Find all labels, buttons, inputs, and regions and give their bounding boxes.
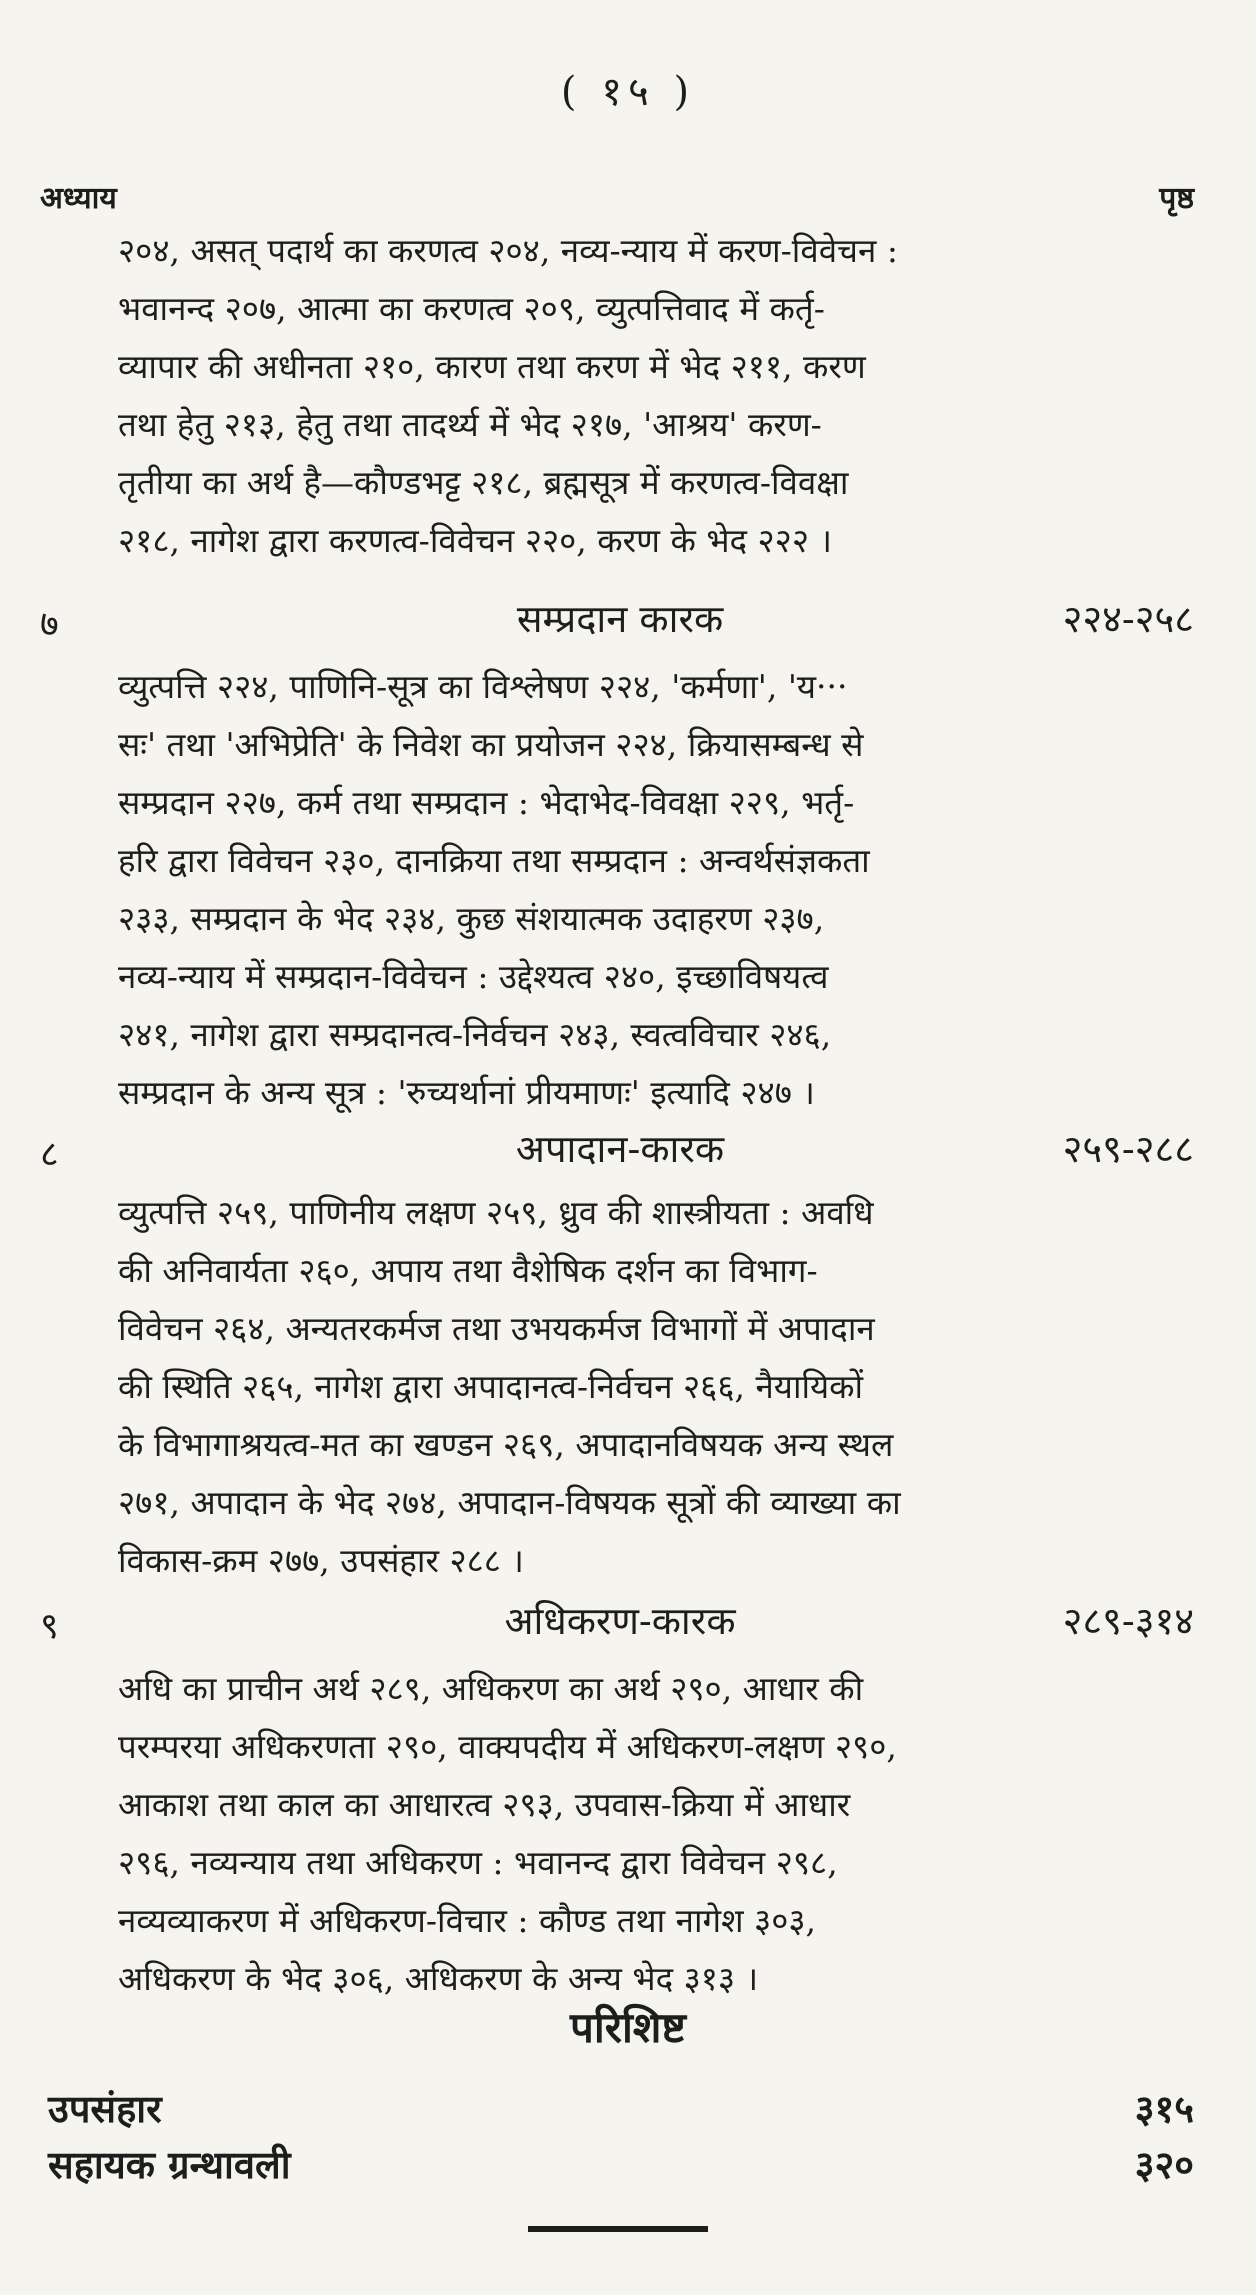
text-line: विवेचन २६४, अन्यतरकर्मज तथा उभयकर्मज विभागों में अपादान <box>118 1309 875 1348</box>
text-line: तृतीया का अर्थ है—कौण्डभट्ट २१८, ब्रह्मसूत्र में करणत्व-विवक्षा <box>118 463 849 502</box>
chapter-page-range: २५९-२८८ <box>1062 1127 1194 1171</box>
text-line: २४१, नागेश द्वारा सम्प्रदानत्व-निर्वचन २४३, स्वत्वविचार २४६, <box>118 1015 832 1054</box>
chapter-paragraph <box>118 1660 1128 2008</box>
appendix-item-label: उपसंहार <box>48 2086 162 2131</box>
chapter-number: ९ <box>40 1606 59 1647</box>
text-line: २०४, असत् पदार्थ का करणत्व २०४, नव्य-न्याय में करण-विवेचन : <box>118 231 898 270</box>
chapter-title: सम्प्रदान कारक <box>516 597 724 641</box>
continuation-paragraph <box>118 222 1128 570</box>
text-line: के विभागाश्रयत्व-मत का खण्डन २६९, अपादानविषयक अन्य स्थल <box>118 1425 894 1464</box>
text-line: सम्प्रदान के अन्य सूत्र : 'रुच्यर्थानां प्रीयमाणः' इत्यादि २४७ । <box>118 1073 815 1112</box>
appendix-item-page: ३१५ <box>1134 2086 1194 2131</box>
text-line: सम्प्रदान २२७, कर्म तथा सम्प्रदान : भेदाभेद-विवक्षा २२९, भर्तृ- <box>118 783 855 822</box>
text-line: भवानन्द २०७, आत्मा का करणत्व २०९, व्युत्पत्तिवाद में कर्तृ- <box>118 289 825 328</box>
text-line: हरि द्वारा विवेचन २३०, दानक्रिया तथा सम्प्रदान : अन्वर्थसंज्ञकता <box>118 841 870 880</box>
text-line: सः' तथा 'अभिप्रेति' के निवेश का प्रयोजन २२४, क्रियासम्बन्ध से <box>118 725 864 764</box>
appendix-item-page: ३२० <box>1134 2142 1194 2187</box>
footer-divider <box>528 2226 708 2232</box>
chapter-page-range: २२४-२५८ <box>1062 597 1194 641</box>
column-header-page: पृष्ठ <box>1159 181 1194 216</box>
text-line: की अनिवार्यता २६०, अपाय तथा वैशेषिक दर्शन का विभाग- <box>118 1251 818 1290</box>
text-line: अधि का प्राचीन अर्थ २८९, अधिकरण का अर्थ २९०, आधार की <box>118 1669 864 1708</box>
text-line: २३३, सम्प्रदान के भेद २३४, कुछ संशयात्मक उदाहरण २३७, <box>118 899 825 938</box>
column-header-chapter: अध्याय <box>40 181 117 216</box>
text-line: अधिकरण के भेद ३०६, अधिकरण के अन्य भेद ३१३ । <box>118 1959 759 1998</box>
chapter-page-range: २८९-३१४ <box>1062 1599 1194 1643</box>
text-line: २१८, नागेश द्वारा करणत्व-विवेचन २२०, करण के भेद २२२ । <box>118 521 833 560</box>
text-line: व्युत्पत्ति २५९, पाणिनीय लक्षण २५९, ध्रुव की शास्त्रीयता : अवधि <box>118 1193 874 1232</box>
text-line: व्यापार की अधीनता २१०, कारण तथा करण में भेद २११, करण <box>118 347 866 386</box>
text-line: नव्य-न्याय में सम्प्रदान-विवेचन : उद्देश्यत्व २४०, इच्छाविषयत्व <box>118 957 829 996</box>
page-number: ( १५ ) <box>560 69 696 115</box>
chapter-number: ८ <box>40 1134 59 1175</box>
chapter-title: अधिकरण-कारक <box>504 1599 736 1643</box>
text-line: की स्थिति २६५, नागेश द्वारा अपादानत्व-निर्वचन २६६, नैयायिकों <box>118 1367 864 1406</box>
text-line: तथा हेतु २१३, हेतु तथा तादर्थ्य में भेद २१७, 'आश्रय' करण- <box>118 405 822 444</box>
text-line: नव्यव्याकरण में अधिकरण-विचार : कौण्ड तथा नागेश ३०३, <box>118 1901 817 1940</box>
chapter-paragraph <box>118 658 1128 1122</box>
text-line: २९६, नव्यन्याय तथा अधिकरण : भवानन्द द्वारा विवेचन २९८, <box>118 1843 838 1882</box>
text-line: २७१, अपादान के भेद २७४, अपादान-विषयक सूत्रों की व्याख्या का <box>118 1483 901 1522</box>
text-line: आकाश तथा काल का आधारत्व २९३, उपवास-क्रिया में आधार <box>118 1785 851 1824</box>
chapter-number: ७ <box>40 604 59 645</box>
text-line: व्युत्पत्ति २२४, पाणिनि-सूत्र का विश्लेषण २२४, 'कर्मणा', 'य··· <box>118 667 848 706</box>
chapter-title: अपादान-कारक <box>515 1127 725 1171</box>
text-line: विकास-क्रम २७७, उपसंहार २८८ । <box>118 1541 524 1580</box>
text-line: परम्परया अधिकरणता २९०, वाक्यपदीय में अधिकरण-लक्षण २९०, <box>118 1727 897 1766</box>
chapter-paragraph <box>118 1184 1128 1590</box>
appendix-title: परिशिष्ट <box>570 2003 686 2052</box>
appendix-item-label: सहायक ग्रन्थावली <box>48 2142 291 2187</box>
